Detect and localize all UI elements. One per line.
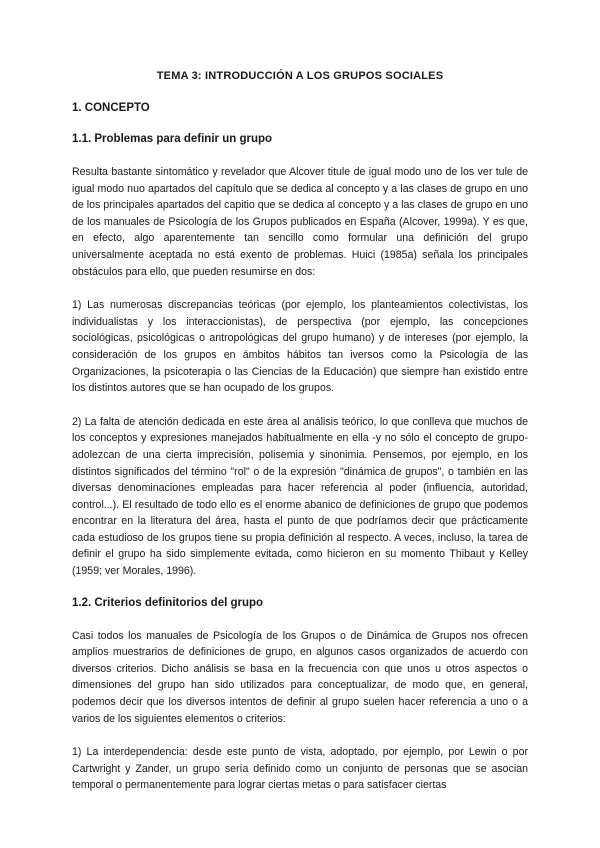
- paragraph-criterios-intro: Casi todos los manuales de Psicología de los Grupos o de Dinámica de Grupos nos ofrecen amplios muestrarios de definiciones de grupo, en algunos casos organizados de acuerdo con diversos criterios. Dicho análisis se basa en la frecuencia con que unos u otros aspectos o dimensiones del grupo han sido utilizados para conceptualizar, de modo que, en general, podemos decir que los diversos intentos de definir al grupo suelen hacer referencia a uno o a varios de los siguientes elementos o criterios:: [72, 629, 528, 725]
- subsection-heading-problemas: 1.1. Problemas para definir un grupo: [72, 133, 273, 145]
- paragraph-interdependencia: 1) La interdependencia: desde este punto de vista, adoptado, por ejemplo, por Lewin o por Cartwright y Zander, un grupo sería definido como un conjunto de personas que se asocian temporal o permanentemente para lograr ciertas metas o para satisfacer ciertas: [72, 746, 528, 792]
- subsection-heading-criterios: 1.2. Criterios definitorios del grupo: [72, 596, 264, 609]
- document-body: [72, 70, 528, 811]
- section-heading-concepto: 1. CONCEPTO: [72, 102, 150, 114]
- paragraph-obstacle-1: 1) Las numerosas discrepancias teóricas (por ejemplo, los planteamientos colectivistas, los individualistas y los interaccionistas), de perspectiva (por ejemplo, las concepciones sociológicas, psicológicas o antropológicas del grupo humano) y de intereses (por ejemplo, la consideración de los grupos en ámbitos hábitos tan iversos como la Psicología de las Organizaciones, la psicoterapia o las Ciencias de la Educación) que siempre han existido entre los distintos autores que se han ocupado de los grupos.: [72, 299, 528, 395]
- document-title: TEMA 3: INTRODUCCIÓN A LOS GRUPOS SOCIALES: [156, 70, 444, 82]
- paragraph-intro: Resulta bastante sintomático y revelador que Alcover titule de igual modo uno de los ver tule de igual modo nuo apartados del capítulo que se dedica al concepto y a las clases de grupo en uno de los principales apartados del capitio que se dedica al concepto y a las clases de grupo en uno de los manuales de Psicología de los Grupos publicados en España (Alcover, 1999a). Y es que, en efecto, algo aparentemente tan sencillo como formular una definición del grupo universalmente aceptada no está exento de problemas. Huici (1985a) señala los principales obstáculos para ello, que pueden resumirse en dos:: [72, 166, 528, 278]
- paragraph-obstacle-2: 2) La falta de atención dedicada en este área al análisis teórico, lo que conlleva que muchos de los conceptos y expresiones manejados habitualmente en ella -y no sólo el concepto de grupo- adolezcan de una cierta imprecisión, polisemia y sinonimia. Pensemos, por ejemplo, en los distintos significados del término "rol" o de la expresión "dinámica de grupos", o también en las diversas denominaciones empleadas para hacer referencia al poder (influencia, autoridad, control...). El resultado de todo ello es el enorme abanico de definiciones de grupo que podemos encontrar en la literatura del área, hasta el punto de que podríamos decir que prácticamente cada estudioso de los grupos tiene su propia definición al respecto. A veces, incluso, la tarea de definir el grupo ha sido simplemente evitada, como hicieron en su momento Thibaut y Kelley (1959; ver Morales, 1996).: [72, 415, 528, 578]
